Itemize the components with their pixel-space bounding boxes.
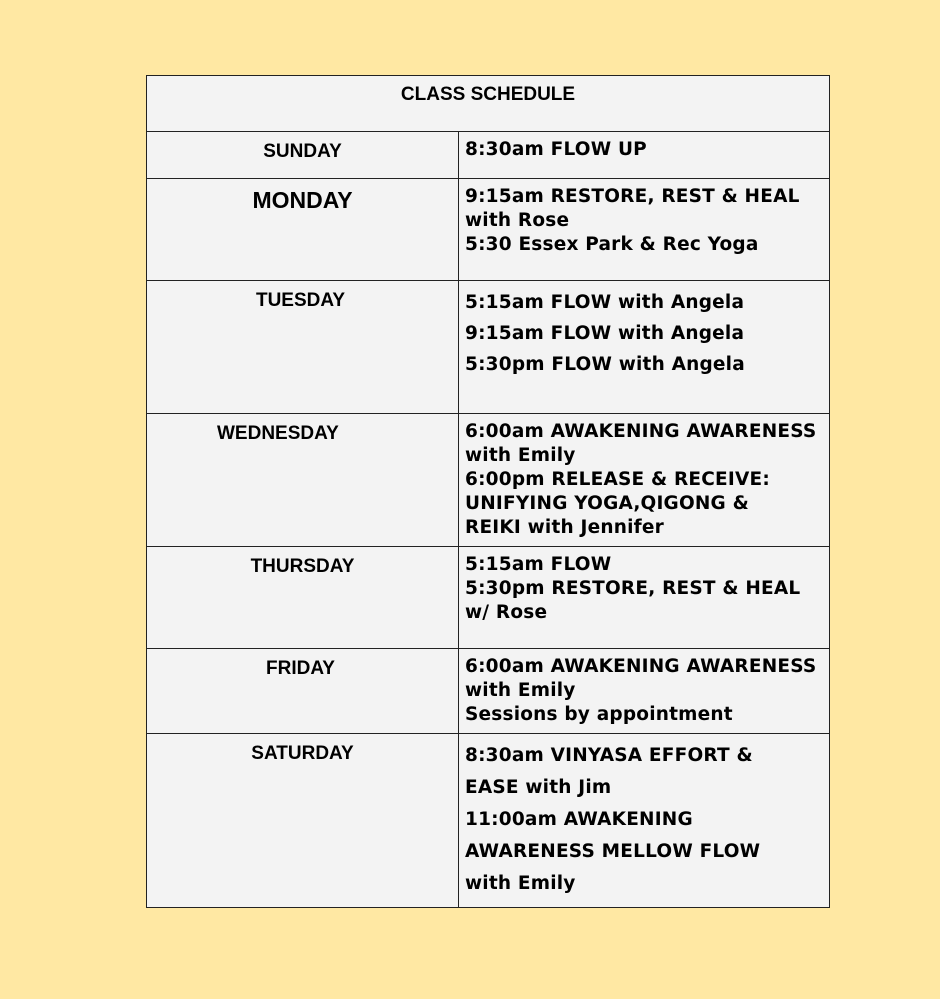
- classes-friday: [459, 649, 830, 734]
- class-line: 5:15am FLOW: [465, 554, 612, 575]
- schedule-title: CLASS SCHEDULE: [147, 76, 830, 132]
- classes-saturday: [459, 734, 830, 908]
- classes-sunday: [459, 132, 830, 179]
- day-monday: MONDAY: [147, 179, 459, 281]
- class-line: with Emily: [465, 873, 576, 894]
- class-line: 5:15am FLOW with Angela: [465, 292, 745, 313]
- classes-wednesday: [459, 414, 830, 547]
- table-row: [147, 547, 830, 649]
- class-line: 6:00pm RELEASE & RECEIVE:: [465, 469, 770, 490]
- class-line: 5:30pm RESTORE, REST & HEAL: [465, 578, 801, 599]
- class-line: 6:00am AWAKENING AWARENESS: [465, 421, 817, 442]
- table-row: [147, 734, 830, 908]
- class-line: AWARENESS MELLOW FLOW: [465, 841, 761, 862]
- class-line: UNIFYING YOGA,QIGONG &: [465, 493, 749, 514]
- class-line: 9:15am FLOW with Angela: [465, 323, 745, 344]
- table-row: [147, 414, 830, 547]
- table-row: [147, 132, 830, 179]
- class-line: Sessions by appointment: [465, 704, 733, 725]
- day-saturday: SATURDAY: [147, 734, 459, 908]
- classes-thursday: [459, 547, 830, 649]
- day-sunday: SUNDAY: [147, 132, 459, 179]
- class-line: 11:00am AWAKENING: [465, 809, 693, 830]
- class-schedule-table: [146, 75, 830, 908]
- class-line: 6:00am AWAKENING AWARENESS: [465, 656, 817, 677]
- class-line: 5:30pm FLOW with Angela: [465, 354, 745, 375]
- class-line: w/ Rose: [465, 602, 548, 623]
- day-tuesday: TUESDAY: [147, 281, 459, 414]
- classes-monday: [459, 179, 830, 281]
- class-line: REIKI with Jennifer: [465, 517, 664, 538]
- table-row: [147, 649, 830, 734]
- class-line: with Emily: [465, 445, 576, 466]
- classes-tuesday: [459, 281, 830, 414]
- day-friday: FRIDAY: [147, 649, 459, 734]
- table-row: [147, 179, 830, 281]
- class-line: EASE with Jim: [465, 777, 612, 798]
- class-line: 5:30 Essex Park & Rec Yoga: [465, 234, 759, 255]
- class-line: with Emily: [465, 680, 576, 701]
- day-thursday: THURSDAY: [147, 547, 459, 649]
- class-line: 8:30am VINYASA EFFORT &: [465, 745, 753, 766]
- class-line: 9:15am RESTORE, REST & HEAL: [465, 186, 800, 207]
- class-line: with Rose: [465, 210, 570, 231]
- title-row: [147, 76, 830, 132]
- day-wednesday: WEDNESDAY: [147, 414, 459, 547]
- class-line: 8:30am FLOW UP: [465, 139, 647, 160]
- table-row: [147, 281, 830, 414]
